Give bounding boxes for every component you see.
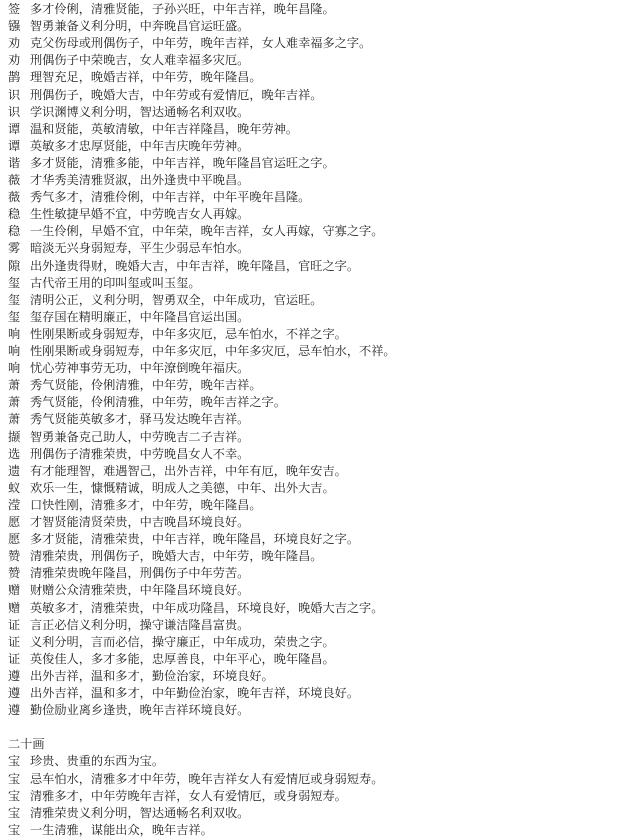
entry-character: 识 [8, 104, 21, 119]
entry-description: 英敏多才忠厚贤能，中年吉庆晚年劳神。 [30, 138, 250, 153]
entry-description: 多才贤能，清雅荣贵，中年吉祥，晚年隆昌，环境良好之字。 [30, 532, 360, 547]
entry-line [8, 343, 396, 360]
entry-description: 一生伶俐，早婚不宜，中年荣，晚年吉祥，女人再嫁，守寡之字。 [30, 224, 384, 239]
entry-character: 鹊 [8, 70, 21, 85]
entry-description: 学识渊博义利分明，智达通畅名利双收。 [30, 104, 250, 119]
entry-line [8, 411, 249, 428]
entry-character: 宝 [8, 805, 21, 820]
entry-line [8, 240, 249, 257]
entry-line [8, 138, 249, 155]
entry-line [8, 497, 262, 514]
entry-line [8, 1, 335, 18]
entry-character: 愿 [8, 515, 21, 529]
entry-character: 响 [8, 344, 21, 358]
entry-line [8, 172, 249, 189]
entry-line [8, 18, 249, 35]
entry-line [8, 360, 249, 377]
entry-description: 才智贤能清贤荣贵，中吉晚昌环境良好。 [30, 515, 250, 529]
entry-description: 言正必信义利分明，操守谦洁隆昌富贵。 [30, 617, 250, 632]
entry-line [8, 548, 323, 565]
entry-character: 萧 [8, 395, 21, 410]
entry-character: 滢 [8, 497, 21, 512]
entry-character: 薇 [8, 190, 21, 205]
entry-description: 性刚果断或身弱短寿，中年多灾厄，中年多灾厄，忌车怕水，不祥。 [30, 344, 396, 358]
entry-character: 遗 [8, 463, 21, 478]
entry-line [8, 565, 249, 582]
entry-line [8, 582, 249, 599]
section-title: 二十画 [8, 737, 45, 752]
entry-description: 智勇兼备义利分明，中奔晚昌官运旺盛。 [30, 19, 250, 34]
entry-description: 刑偶伤子中荣晚吉，女人难幸福多灾厄。 [30, 53, 250, 68]
entry-line [8, 258, 359, 275]
entry-character: 隙 [8, 258, 21, 273]
entry-line [8, 805, 249, 822]
entry-description: 忌车怕水，清雅多才中年劳，晚年吉祥女人有爱情厄或身弱短寿。 [30, 771, 384, 786]
entry-description: 理智充足，晚婚吉祥，中年劳，晚年隆昌。 [30, 70, 262, 85]
entry-line [8, 121, 298, 138]
entry-character: 响 [8, 326, 21, 341]
entry-character: 玺 [8, 292, 21, 307]
entry-line [8, 275, 201, 292]
entry-character: 萧 [8, 378, 21, 393]
entry-description: 财赠公众清雅荣贵，中年隆昌环境良好。 [30, 583, 250, 598]
entry-description: 秀气贤能，伶俐清雅，中年劳，晚年吉祥之字。 [30, 395, 286, 410]
entry-character: 遵 [8, 668, 21, 683]
entry-character: 赠 [8, 600, 21, 615]
entry-character: 蚁 [8, 480, 21, 495]
entry-description: 清雅荣贵义利分明，智达通畅名利双收。 [30, 805, 250, 820]
entry-character: 撷 [8, 429, 21, 444]
entry-description: 忧心劳神事劳无功，中年潦倒晚年福庆。 [30, 361, 250, 376]
entry-line [8, 617, 249, 634]
entry-line [8, 189, 310, 206]
entry-description: 勤俭励业离乡逢贵，晚年吉祥环境良好。 [30, 703, 250, 718]
entry-description: 克父伤母或刑偶伤子，中年劳，晚年吉祥，女人难幸福多之字。 [30, 36, 372, 51]
entry-character: 萧 [8, 412, 21, 427]
entry-line [8, 429, 249, 446]
entry-character: 薇 [8, 173, 21, 187]
entry-character: 响 [8, 361, 21, 376]
entry-character: 识 [8, 87, 21, 102]
entry-character: 镪 [8, 19, 21, 34]
entry-character: 谭 [8, 121, 21, 136]
entry-character: 赞 [8, 549, 21, 564]
entry-line [8, 377, 262, 394]
entry-description: 性刚果断或身弱短寿，中年多灾厄，忌车怕水，不祥之字。 [30, 326, 347, 341]
entry-description: 英俊佳人，多才多能，忠厚善良，中年平心，晚年隆昌。 [30, 651, 335, 666]
entry-description: 英敏多才，清雅荣贵，中年成功隆昌，环境良好，晚婚大吉之字。 [30, 600, 384, 615]
entry-line [8, 514, 249, 531]
entry-character: 证 [8, 634, 21, 649]
entry-description: 一生清雅，谋能出众，晚年吉祥。 [30, 822, 213, 837]
entry-description: 清雅荣贵，刑偶伤子，晚婚大吉，中年劳，晚年隆昌。 [30, 549, 323, 564]
entry-line [8, 634, 335, 651]
entry-line [8, 702, 249, 719]
entry-line [8, 104, 249, 121]
entry-line [8, 668, 274, 685]
entry-line [8, 35, 371, 52]
entry-line [8, 771, 383, 788]
entry-description: 出外逢贵得财，晚婚大吉，中年吉祥，晚年隆昌，官旺之字。 [30, 258, 360, 273]
entry-character: 宝 [8, 754, 21, 769]
entry-line [8, 788, 347, 805]
entry-description: 才华秀美清雅贤淑，出外逢贵中平晚昌。 [30, 173, 250, 187]
entry-line [8, 206, 249, 223]
entry-character: 雾 [8, 241, 21, 256]
entry-line [8, 463, 347, 480]
entry-line [8, 292, 323, 309]
entry-character: 愿 [8, 532, 21, 547]
entry-description: 义利分明，言而必信，操守廉正，中年成功，荣贵之字。 [30, 634, 335, 649]
entry-description: 口快性刚，清雅多才，中年劳，晚年隆昌。 [30, 497, 262, 512]
entry-character: 玺 [8, 309, 21, 324]
entry-character: 宝 [8, 822, 21, 837]
entry-character: 遵 [8, 686, 21, 700]
entry-description: 多才伶俐，清雅贤能，子孙兴旺，中年吉祥，晚年昌隆。 [30, 2, 335, 16]
entry-character: 签 [8, 2, 21, 16]
entry-line [8, 446, 249, 463]
entry-character: 证 [8, 651, 21, 666]
entry-line [8, 394, 286, 411]
entry-description: 暗淡无兴身弱短寿，平生少弱忌车怕水。 [30, 241, 250, 256]
entry-line [8, 685, 359, 702]
entry-description: 清雅荣贵晚年隆昌，刑偶伤子中年劳苦。 [30, 566, 250, 581]
entry-line [8, 822, 213, 839]
entry-description: 古代帝王用的印叫玺或叫玉玺。 [30, 275, 201, 290]
entry-character: 劝 [8, 36, 21, 51]
entry-line [8, 326, 347, 343]
entry-line [8, 155, 335, 172]
entry-character: 稳 [8, 224, 21, 239]
entry-character: 选 [8, 446, 21, 461]
entry-description: 刑偶伤子，晚婚大吉，中年劳或有爱情厄，晚年吉祥。 [30, 87, 323, 102]
entry-description: 智勇兼备克己助人，中劳晚吉二子吉祥。 [30, 429, 250, 444]
entry-description: 出外吉祥，温和多才，中年勤俭治家，晚年吉祥，环境良好。 [30, 686, 360, 700]
entry-description: 清明公正，义利分明，智勇双全，中年成功，官运旺。 [30, 292, 323, 307]
entry-character: 证 [8, 617, 21, 632]
entry-line [8, 753, 164, 770]
entry-character: 劝 [8, 53, 21, 68]
entry-description: 生性敏捷早婚不宜，中劳晚吉女人再嫁。 [30, 207, 250, 222]
entry-description: 有才能理智，难遇智己，出外吉祥，中年有厄，晚年安吉。 [30, 463, 347, 478]
entry-description: 清雅多才，中年劳晚年吉祥，女人有爱情厄，或身弱短寿。 [30, 788, 347, 803]
entry-description: 珍贵、贵重的东西为宝。 [30, 754, 165, 769]
entry-line [8, 651, 335, 668]
entry-character: 谐 [8, 155, 21, 170]
entry-line [8, 52, 249, 69]
entry-line [8, 309, 249, 326]
entry-character: 宝 [8, 788, 21, 803]
entry-line [8, 531, 359, 548]
entry-description: 秀气贤能英敏多才，驿马发达晚年吉祥。 [30, 412, 250, 427]
entry-character: 稳 [8, 207, 21, 222]
entry-character: 玺 [8, 275, 21, 290]
entry-description: 秀气贤能，伶俐清雅，中年劳，晚年吉祥。 [30, 378, 262, 393]
entry-character: 宝 [8, 771, 21, 786]
entry-character: 赞 [8, 566, 21, 581]
entry-line [8, 87, 323, 104]
entry-line [8, 223, 383, 240]
entry-character: 遵 [8, 703, 21, 718]
entry-description: 温和贤能，英敏清敏，中年吉祥隆昌，晚年劳神。 [30, 121, 299, 136]
entry-line [8, 69, 262, 86]
entry-description: 秀气多才，清雅伶俐，中年吉祥，中年平晚年昌隆。 [30, 190, 311, 205]
entry-description: 欢乐一生，慷慨精诚，明成人之美德，中年、出外大吉。 [30, 480, 335, 495]
entry-description: 玺存国在精明廉正，中年隆昌官运出国。 [30, 309, 250, 324]
entry-description: 刑偶伤子清雅荣贵，中劳晚昌女人不幸。 [30, 446, 250, 461]
entry-description: 多才贤能，清雅多能，中年吉祥，晚年隆昌官运旺之字。 [30, 155, 335, 170]
entry-description: 出外吉祥，温和多才，勤俭治家，环境良好。 [30, 668, 274, 683]
entry-line [8, 480, 335, 497]
entry-character: 赠 [8, 583, 21, 598]
entry-character: 谭 [8, 138, 21, 153]
entry-line [8, 600, 383, 617]
